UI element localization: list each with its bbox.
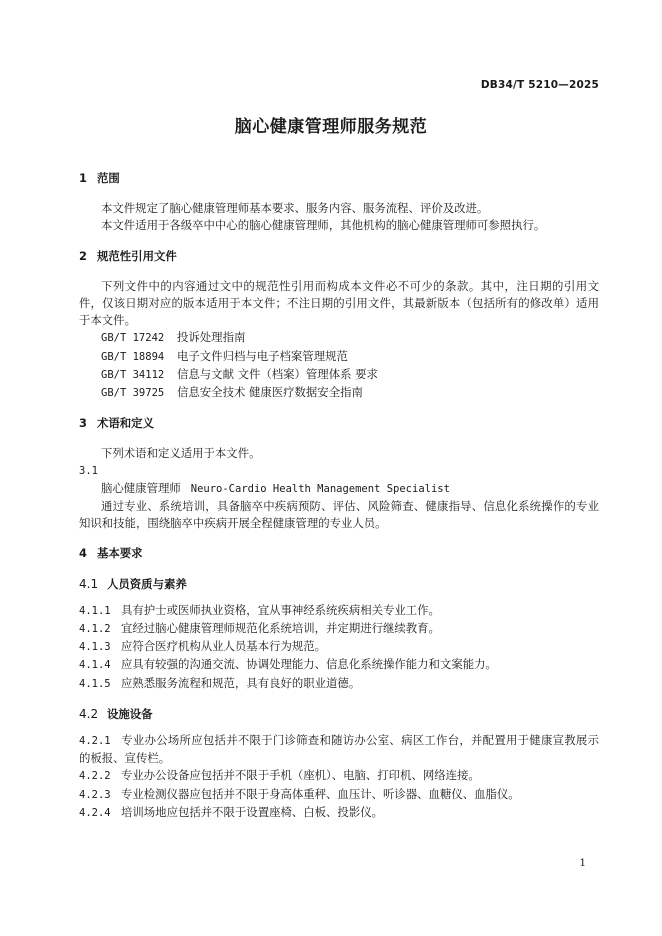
reference-title: 信息安全技术 健康医疗数据安全指南 (177, 385, 363, 400)
clause-text: 专业检测仪器应包括并不限于身高体重秤、血压计、听诊器、血糖仪、血脂仪。 (121, 786, 520, 801)
reference-item (79, 329, 599, 347)
clause-text: 专业办公场所应包括并不限于门诊筛查和随访办公室、病区工作台，并配置用于健康宣教展示的板报、宣传栏。 (79, 733, 599, 766)
clause-text: 应熟悉服务流程和规范，具有良好的职业道德。 (121, 675, 361, 690)
clause-item (79, 786, 599, 804)
standard-code: DB34/T 5210—2025 (480, 79, 599, 91)
clause-item (79, 732, 599, 767)
clause-item (79, 620, 599, 638)
subsection-4-2-heading (79, 706, 599, 723)
clause-number: 4.1.5 (79, 677, 111, 690)
term-definition: 通过专业、系统培训，具备脑卒中疾病预防、评估、风险筛查、健康指导、信息化系统操作的专业知识和技能，围绕脑卒中疾病开展全程健康管理的专业人员。 (79, 499, 599, 531)
section-title: 基本要求 (97, 546, 143, 561)
clause-text: 专业办公设备应包括并不限于手机（座机）、电脑、打印机、网络连接。 (121, 768, 480, 783)
term-name (79, 480, 599, 498)
clause-number: 4.1.2 (79, 623, 111, 636)
clause-item (79, 602, 599, 620)
terms-intro-paragraph: 下列术语和定义适用于本文件。 (101, 446, 261, 461)
clause-item (79, 804, 599, 822)
clause-number: 4.1.4 (79, 659, 111, 672)
clause-text: 具有护士或医师执业资格，宜从事神经系统疾病相关专业工作。 (121, 602, 440, 617)
term-name-en: Neuro-Cardio Health Management Specialist (190, 482, 450, 495)
document-title: 脑心健康管理师服务规范 (234, 117, 428, 137)
reference-code: GB/T 34112 (101, 368, 165, 381)
clause-number: 4.2.1 (79, 735, 111, 748)
clause-text: 培训场地应包括并不限于设置座椅、白板、投影仪。 (121, 804, 383, 819)
term-name-cn: 脑心健康管理师 (101, 480, 181, 495)
clause-text: 应符合医疗机构从业人员基本行为规范。 (121, 639, 327, 654)
subsection-number: 4.1 (79, 576, 99, 591)
section-number: 2 (79, 248, 87, 263)
subsection-number: 4.2 (79, 706, 99, 721)
normative-references-paragraph: 下列文件中的内容通过文中的规范性引用而构成本文件必不可少的条款。其中，注日期的引用文件，仅该日期对应的版本适用于本文件；不注日期的引用文件，其最新版本（包括所有的修改单）适用于本文件。 (79, 278, 599, 328)
clause-text: 宜经过脑心健康管理师规范化系统培训，并定期进行继续教育。 (121, 621, 440, 636)
reference-title: 投诉处理指南 (177, 330, 246, 345)
section-2-heading (79, 248, 599, 265)
section-4-heading (79, 545, 599, 562)
reference-item (79, 348, 599, 366)
section-number: 1 (79, 171, 87, 185)
page-number: 1 (579, 857, 586, 869)
reference-title: 信息与文献 文件（档案）管理体系 要求 (177, 366, 378, 381)
clause-item (79, 656, 599, 674)
clause-number: 4.1.1 (79, 604, 111, 617)
section-title: 规范性引用文件 (97, 248, 177, 263)
term-number: 3.1 (79, 464, 98, 477)
reference-code: GB/T 39725 (101, 387, 165, 400)
reference-item (79, 366, 599, 384)
subsection-title: 人员资质与素养 (107, 576, 187, 591)
clause-number: 4.2.4 (79, 806, 111, 819)
reference-code: GB/T 17242 (101, 332, 165, 345)
scope-paragraph-2: 本文件适用于各级卒中中心的脑心健康管理师，其他机构的脑心健康管理师可参照执行。 (101, 218, 546, 233)
section-number: 3 (79, 416, 87, 431)
section-1-heading (79, 170, 599, 187)
clause-number: 4.1.3 (79, 641, 111, 654)
clause-number: 4.2.2 (79, 770, 111, 783)
clause-text: 应具有较强的沟通交流、协调处理能力、信息化系统操作能力和文案能力。 (121, 657, 497, 672)
scope-paragraph-1: 本文件规定了脑心健康管理师基本要求、服务内容、服务流程、评价及改进。 (101, 201, 489, 216)
section-number: 4 (79, 546, 87, 561)
section-title: 范围 (97, 171, 120, 185)
document-body (79, 170, 599, 822)
section-title: 术语和定义 (97, 416, 154, 431)
subsection-4-1-heading (79, 576, 599, 593)
reference-code: GB/T 18894 (101, 350, 165, 363)
reference-title: 电子文件归档与电子档案管理规范 (177, 348, 348, 363)
section-3-heading (79, 415, 599, 432)
clause-item (79, 675, 599, 693)
clause-number: 4.2.3 (79, 788, 111, 801)
clause-item (79, 638, 599, 656)
subsection-title: 设施设备 (107, 706, 153, 721)
reference-item (79, 384, 599, 402)
clause-item (79, 767, 599, 785)
